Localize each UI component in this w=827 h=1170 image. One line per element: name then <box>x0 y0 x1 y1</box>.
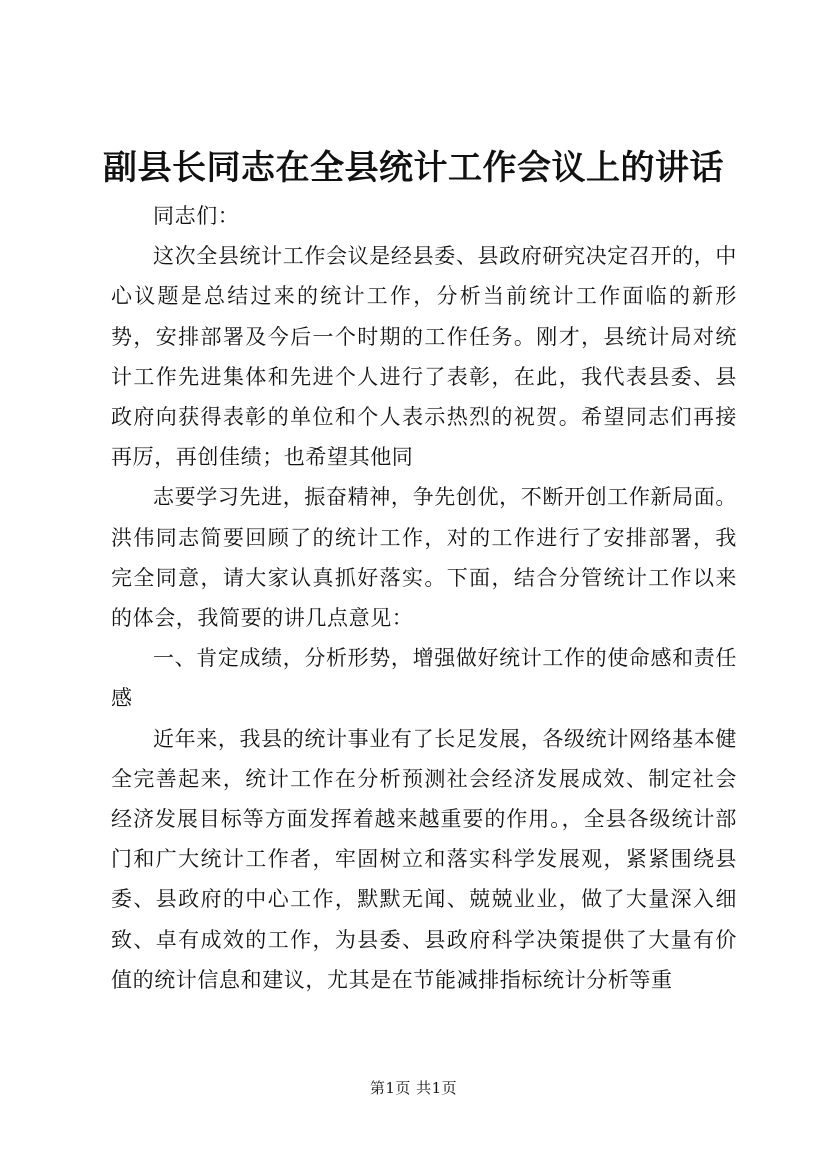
salutation-paragraph: 同志们： <box>153 204 240 228</box>
body-paragraph: 近年来，我县的统计事业有了长足发展，各级统计网络基本健全完善起来，统计工作在分析预测社会经济发展成效、制定社会经济发展目标等方面发挥着越来越重要的作用。，全县各级统计部门和广大统计工作者，牢固树立和落实科学发展观，紧紧围绕县委、县政府的中心工作，默默无闻、兢兢业业，做了大量深入细致、卓有成效的工作，为县委、县政府科学决策提供了大量有价值的统计信息和建议，尤其是在节能减排指标统计分析等重 <box>111 726 737 992</box>
document-body <box>111 196 737 1000</box>
body-paragraph: 这次全县统计工作会议是经县委、县政府研究决定召开的，中心议题是总结过来的统计工作，分析当前统计工作面临的新形势，安排部署及今后一个时期的工作任务。刚才，县统计局对统计工作先进集体和先进个人进行了表彰，在此，我代表县委、县政府向获得表彰的单位和个人表示热烈的祝贺。希望同志们再接再厉，再创佳绩；也希望其他同 <box>111 244 737 470</box>
body-paragraph: 志要学习先进，振奋精神，争先创优，不断开创工作新局面。洪伟同志简要回顾了的统计工作，对的工作进行了安排部署，我完全同意，请大家认真抓好落实。下面，结合分管统计工作以来的体会，我简要的讲几点意见： <box>111 485 737 631</box>
document-title: 副县长同志在全县统计工作会议上的讲话 <box>103 148 724 188</box>
section-heading: 一、肯定成绩，分析形势，增强做好统计工作的使命感和责任感 <box>111 646 737 711</box>
page-footer: 第1页 共1页 <box>369 1079 458 1097</box>
